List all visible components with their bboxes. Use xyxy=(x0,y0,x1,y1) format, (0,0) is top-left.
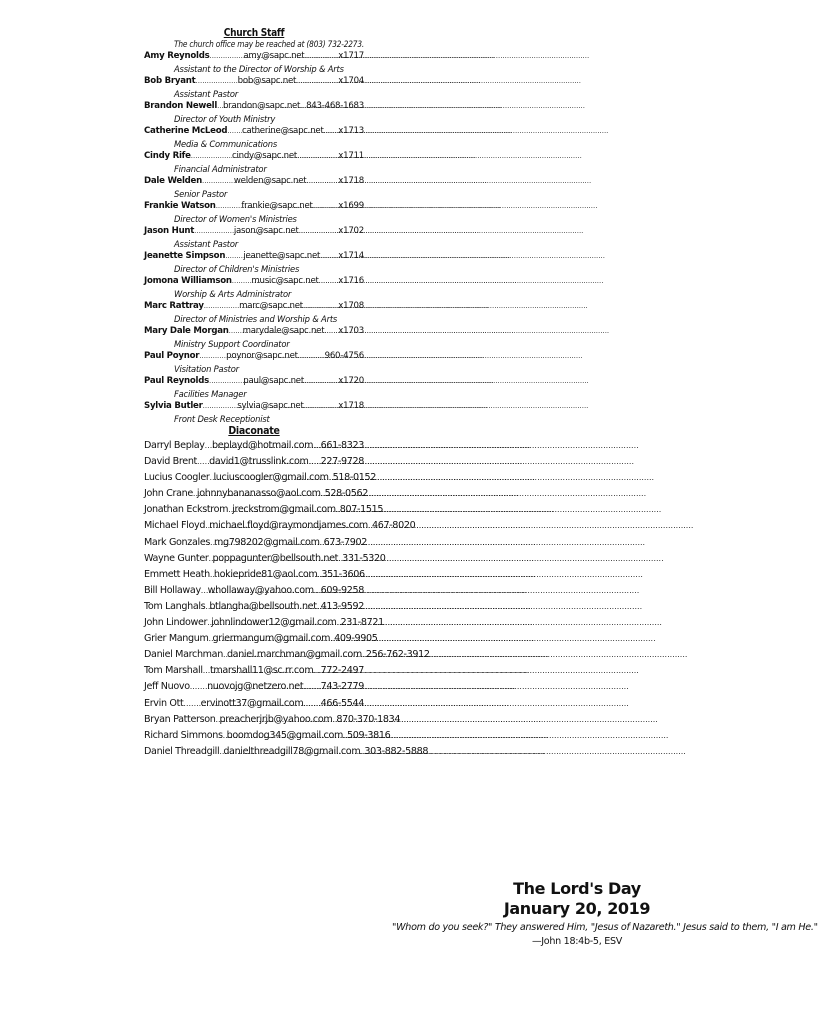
staff-name: Bob Bryant xyxy=(144,76,196,86)
deacon-name: John Crane xyxy=(144,488,193,500)
staff-title: Visitation Pastor xyxy=(174,364,239,374)
deacon-phone: 467-8020 xyxy=(371,520,416,532)
leader-dots xyxy=(201,583,208,599)
staff-title: Ministry Support Coordinator xyxy=(174,339,290,349)
staff-line xyxy=(144,351,364,362)
staff-line xyxy=(144,226,364,237)
deacon-phone: 772-2497 xyxy=(320,665,364,677)
staff-entry xyxy=(144,351,364,376)
deacon-email: tmarshall11@sc.rr.com xyxy=(209,665,314,677)
deacon-email: griermangum@gmail.com xyxy=(212,633,331,645)
staff-entry xyxy=(144,151,364,176)
staff-entry xyxy=(144,51,364,76)
deacon-phone: 409-9905 xyxy=(334,633,378,645)
deacon-entry xyxy=(144,696,364,712)
lords-day-title: The Lord's Day xyxy=(513,879,641,898)
leader-dots xyxy=(324,326,338,337)
staff-entry xyxy=(144,276,364,301)
staff-extension: x1713 xyxy=(338,126,364,136)
deacon-phone: 466-5544 xyxy=(320,697,364,709)
staff-line xyxy=(144,101,364,112)
staff-title: Director of Children's Ministries xyxy=(174,264,300,274)
staff-email: amy@sapc.net xyxy=(243,51,305,61)
staff-name: Catherine McLeod xyxy=(144,126,228,136)
leader-dots xyxy=(308,454,320,470)
deacon-phone: 303-882-5888 xyxy=(364,745,429,757)
deacon-phone: 609-9258 xyxy=(320,584,364,596)
leader-dots xyxy=(205,438,212,454)
staff-entry xyxy=(144,401,364,426)
staff-extension: x1703 xyxy=(338,326,364,336)
staff-title: Director of Youth Ministry xyxy=(174,114,276,124)
staff-name: Cindy Rife xyxy=(144,151,191,161)
deacon-name: Daniel Marchman xyxy=(144,649,223,661)
staff-email: marydale@sapc.net xyxy=(242,326,325,336)
staff-line xyxy=(144,176,364,187)
deacon-email: david1@trusslink.com xyxy=(209,456,309,468)
deacon-name: Tom Langhals xyxy=(144,600,206,612)
deacon-name: Tom Marshall xyxy=(144,665,203,677)
deacon-name: Darryl Beplay xyxy=(144,440,205,451)
leader-dots xyxy=(197,454,209,470)
deacon-email: nuovojg@netzero.net xyxy=(207,681,304,693)
staff-line xyxy=(144,251,364,262)
staff-email: welden@sapc.net xyxy=(233,176,307,186)
staff-entry xyxy=(144,76,364,101)
directory-column xyxy=(144,26,430,760)
deacon-entry xyxy=(144,454,364,470)
deacon-entry xyxy=(144,438,364,454)
leader-dots xyxy=(232,276,252,287)
leader-dots xyxy=(209,376,243,387)
staff-title: Facilities Manager xyxy=(174,389,247,399)
staff-email: sylvia@sapc.net xyxy=(237,401,304,411)
staff-email: catherine@sapc.net xyxy=(241,126,324,136)
deacon-entry xyxy=(144,631,378,647)
staff-line xyxy=(144,126,364,137)
leader-dots xyxy=(304,376,338,387)
deacon-entry xyxy=(144,663,364,679)
diaconate-heading: Diaconate xyxy=(228,424,280,437)
deacon-email: luciuscoogler@gmail.com xyxy=(213,472,329,484)
deacon-email: jreckstrom@gmail.com xyxy=(232,504,336,516)
staff-list xyxy=(144,51,364,426)
leader-dots xyxy=(303,696,320,712)
deacon-entry xyxy=(144,551,386,567)
staff-name: Jason Hunt xyxy=(144,226,195,236)
staff-name: Jeanette Simpson xyxy=(144,251,226,261)
staff-name: Brandon Newell xyxy=(144,101,218,111)
deacon-entry xyxy=(144,567,364,583)
deacon-entry xyxy=(144,470,376,486)
leader-dots xyxy=(229,326,243,337)
staff-name: Dale Welden xyxy=(144,176,202,186)
deacon-phone: 351-3606 xyxy=(321,568,365,580)
deacon-email: danielthreadgill78@gmail.com xyxy=(223,745,361,757)
staff-name: Frankie Watson xyxy=(144,201,216,211)
leader-dots xyxy=(191,151,232,162)
leader-dots xyxy=(314,583,321,599)
leader-dots xyxy=(324,126,339,137)
staff-extension: x1702 xyxy=(338,226,364,236)
staff-entry xyxy=(144,101,364,126)
staff-entry xyxy=(144,126,364,151)
deacon-email: btlangha@bellsouth.net xyxy=(209,600,317,612)
deacon-entry xyxy=(144,712,401,728)
staff-name: Marc Rattray xyxy=(144,301,204,311)
deacon-name: Bryan Patterson xyxy=(144,713,216,725)
leader-dots xyxy=(303,301,338,312)
deacon-email: mg798202@gmail.com xyxy=(214,536,320,548)
leader-dots xyxy=(203,401,238,412)
deacon-email: johnlindower12@gmail.com xyxy=(211,617,337,629)
cover-block xyxy=(392,879,818,948)
deacon-phone: 743-2779 xyxy=(320,681,364,693)
leader-dots xyxy=(320,251,338,262)
deacon-name: Grier Mangum xyxy=(144,633,209,645)
diaconate-list xyxy=(144,438,430,760)
deacon-email: daniel.marchman@gmail.com xyxy=(226,649,362,661)
deacon-name: John Lindower xyxy=(144,617,208,629)
deacon-entry xyxy=(144,647,430,663)
deacon-name: Michael Floyd xyxy=(144,520,206,532)
leader-dots xyxy=(299,226,339,237)
deacon-entry xyxy=(144,679,364,695)
leader-dots xyxy=(313,663,320,679)
deacon-email: ervinott37@gmail.com xyxy=(200,697,304,709)
deacon-email: johnnybananasso@aol.com xyxy=(196,488,321,500)
service-date: January 20, 2019 xyxy=(503,899,651,918)
deacon-entry xyxy=(144,744,429,760)
staff-extension: 843-468-1683 xyxy=(306,101,364,111)
staff-extension: x1699 xyxy=(338,201,364,211)
staff-name: Jomona Williamson xyxy=(144,276,232,286)
staff-email: frankie@sapc.net xyxy=(241,201,313,211)
leader-dots xyxy=(216,201,242,212)
deacon-name: Ervin Ott xyxy=(144,697,184,709)
staff-line xyxy=(144,51,364,62)
deacon-entry xyxy=(144,615,384,631)
staff-title: Financial Administrator xyxy=(174,164,267,174)
staff-email: music@sapc.net xyxy=(251,276,319,286)
staff-title: Assistant Pastor xyxy=(174,89,239,99)
leader-dots xyxy=(202,176,234,187)
staff-title: Director of Women's Ministries xyxy=(174,214,297,224)
deacon-email: beplayd@hotmail.com xyxy=(212,440,314,451)
leader-dots xyxy=(204,301,239,312)
scripture-reference: —John 18:4b-5, ESV xyxy=(531,936,623,947)
staff-title: Assistant Pastor xyxy=(174,239,239,249)
staff-line xyxy=(144,151,364,162)
staff-line xyxy=(144,326,364,337)
staff-entry xyxy=(144,251,364,276)
deacon-name: Daniel Threadgill xyxy=(144,745,220,757)
leader-dots xyxy=(313,438,320,454)
staff-name: Paul Poynor xyxy=(144,351,200,361)
church-staff-heading: Church Staff xyxy=(223,27,285,39)
staff-title: Senior Pastor xyxy=(174,189,228,199)
deacon-phone: 227-9728 xyxy=(320,456,364,468)
deacon-name: David Brent xyxy=(144,456,197,468)
deacon-phone: 528-0562 xyxy=(324,488,369,500)
staff-entry xyxy=(144,176,364,201)
deacon-entry xyxy=(144,535,367,551)
staff-line xyxy=(144,276,364,287)
leader-dots xyxy=(313,201,339,212)
leader-dots xyxy=(296,76,338,87)
leader-dots xyxy=(199,351,226,362)
deacon-email: preacherjrjb@yahoo.com xyxy=(219,713,333,725)
deacon-phone: 231-8721 xyxy=(340,617,384,629)
deacon-entry xyxy=(144,518,416,534)
staff-title: Assistant to the Director of Worship & Arts xyxy=(174,64,344,74)
staff-entry xyxy=(144,326,364,351)
staff-line xyxy=(144,76,364,87)
staff-extension: x1704 xyxy=(338,76,365,86)
deacon-email: hokiepride81@aol.com xyxy=(213,568,318,580)
deacon-name: Jonathan Eckstrom xyxy=(144,504,229,516)
staff-title: Front Desk Receptionist xyxy=(174,414,270,424)
deacon-entry xyxy=(144,728,391,744)
deacon-name: Lucius Coogler xyxy=(144,472,210,484)
deacon-entry xyxy=(144,583,364,599)
deacon-email: boomdog345@gmail.com xyxy=(226,729,343,741)
deacon-name: Jeff Nuovo xyxy=(144,681,190,693)
staff-entry xyxy=(144,201,364,226)
leader-dots xyxy=(298,351,325,362)
staff-name: Amy Reynolds xyxy=(144,51,210,61)
deacon-phone: 331-5320 xyxy=(342,552,386,564)
deacon-phone: 518-0152 xyxy=(332,472,376,484)
deacon-name: Bill Hollaway xyxy=(144,584,201,596)
deacon-phone: 413-9592 xyxy=(320,600,365,612)
staff-email: marc@sapc.net xyxy=(239,301,303,311)
deacon-entry xyxy=(144,599,364,615)
staff-extension: x1718 xyxy=(338,176,364,186)
staff-extension: x1718 xyxy=(338,401,364,411)
staff-entry xyxy=(144,376,364,401)
leader-dots xyxy=(304,51,338,62)
staff-entry xyxy=(144,226,364,251)
deacon-entry xyxy=(144,486,369,502)
staff-extension: x1716 xyxy=(338,276,364,286)
leader-dots xyxy=(190,679,207,695)
deacon-phone: 256-762-3912 xyxy=(365,649,430,661)
deacon-name: Wayne Gunter xyxy=(144,552,209,564)
leader-dots xyxy=(297,151,338,162)
deacon-phone: 870-370-1834 xyxy=(336,713,401,725)
staff-extension: x1711 xyxy=(338,151,365,161)
staff-extension: x1720 xyxy=(338,376,364,386)
staff-email: paul@sapc.net xyxy=(243,376,304,386)
staff-extension: x1714 xyxy=(338,251,364,261)
staff-extension: x1717 xyxy=(338,51,364,61)
leader-dots xyxy=(319,276,339,287)
deacon-name: Mark Gonzales xyxy=(144,536,211,548)
deacon-name: Richard Simmons xyxy=(144,729,223,741)
deacon-phone: 661-8323 xyxy=(320,440,364,451)
staff-line xyxy=(144,376,364,387)
staff-line xyxy=(144,401,364,412)
deacon-name: Emmett Heath xyxy=(144,568,210,580)
leader-dots xyxy=(304,401,339,412)
deacon-email: michael.floyd@raymondjames.com xyxy=(209,520,368,532)
scripture-verse: "Whom do you seek?" They answered Him, "Jesus of Nazareth." Jesus said to them, "I am He." xyxy=(392,922,818,933)
staff-title: Worship & Arts Administrator xyxy=(174,289,292,299)
leader-dots xyxy=(209,51,243,62)
leader-dots xyxy=(183,696,200,712)
deacon-phone: 807-1515 xyxy=(339,504,384,516)
staff-line xyxy=(144,201,364,212)
leader-dots xyxy=(227,126,242,137)
deacon-entry xyxy=(144,502,384,518)
staff-email: jeanette@sapc.net xyxy=(243,251,321,261)
staff-email: jason@sapc.net xyxy=(233,226,299,236)
staff-line xyxy=(144,301,364,312)
leader-dots xyxy=(196,76,238,87)
staff-email: poynor@sapc.net xyxy=(226,351,298,361)
staff-extension: 960-4756 xyxy=(324,351,364,361)
staff-title: Media & Communications xyxy=(174,139,277,149)
staff-name: Mary Dale Morgan xyxy=(144,326,229,336)
staff-name: Paul Reynolds xyxy=(144,376,209,386)
staff-extension: x1708 xyxy=(338,301,364,311)
leader-dots xyxy=(303,679,320,695)
staff-email: cindy@sapc.net xyxy=(232,151,297,161)
deacon-email: whollaway@yahoo.com xyxy=(207,584,314,596)
deacon-email: poppagunter@bellsouth.net xyxy=(212,552,339,564)
staff-email: bob@sapc.net xyxy=(237,76,297,86)
leader-dots xyxy=(306,176,338,187)
deacon-phone: 509-3816 xyxy=(346,729,391,741)
leader-dots xyxy=(203,663,210,679)
staff-email: brandon@sapc.net xyxy=(222,101,301,111)
leader-dots xyxy=(225,251,243,262)
office-phone-note: The church office may be reached at (803) 732-2273. xyxy=(174,40,365,50)
staff-name: Sylvia Butler xyxy=(144,401,203,411)
leader-dots xyxy=(194,226,234,237)
deacon-phone: 673-7902 xyxy=(323,536,367,548)
staff-entry xyxy=(144,301,364,326)
staff-title: Director of Ministries and Worship & Arts xyxy=(174,314,338,324)
